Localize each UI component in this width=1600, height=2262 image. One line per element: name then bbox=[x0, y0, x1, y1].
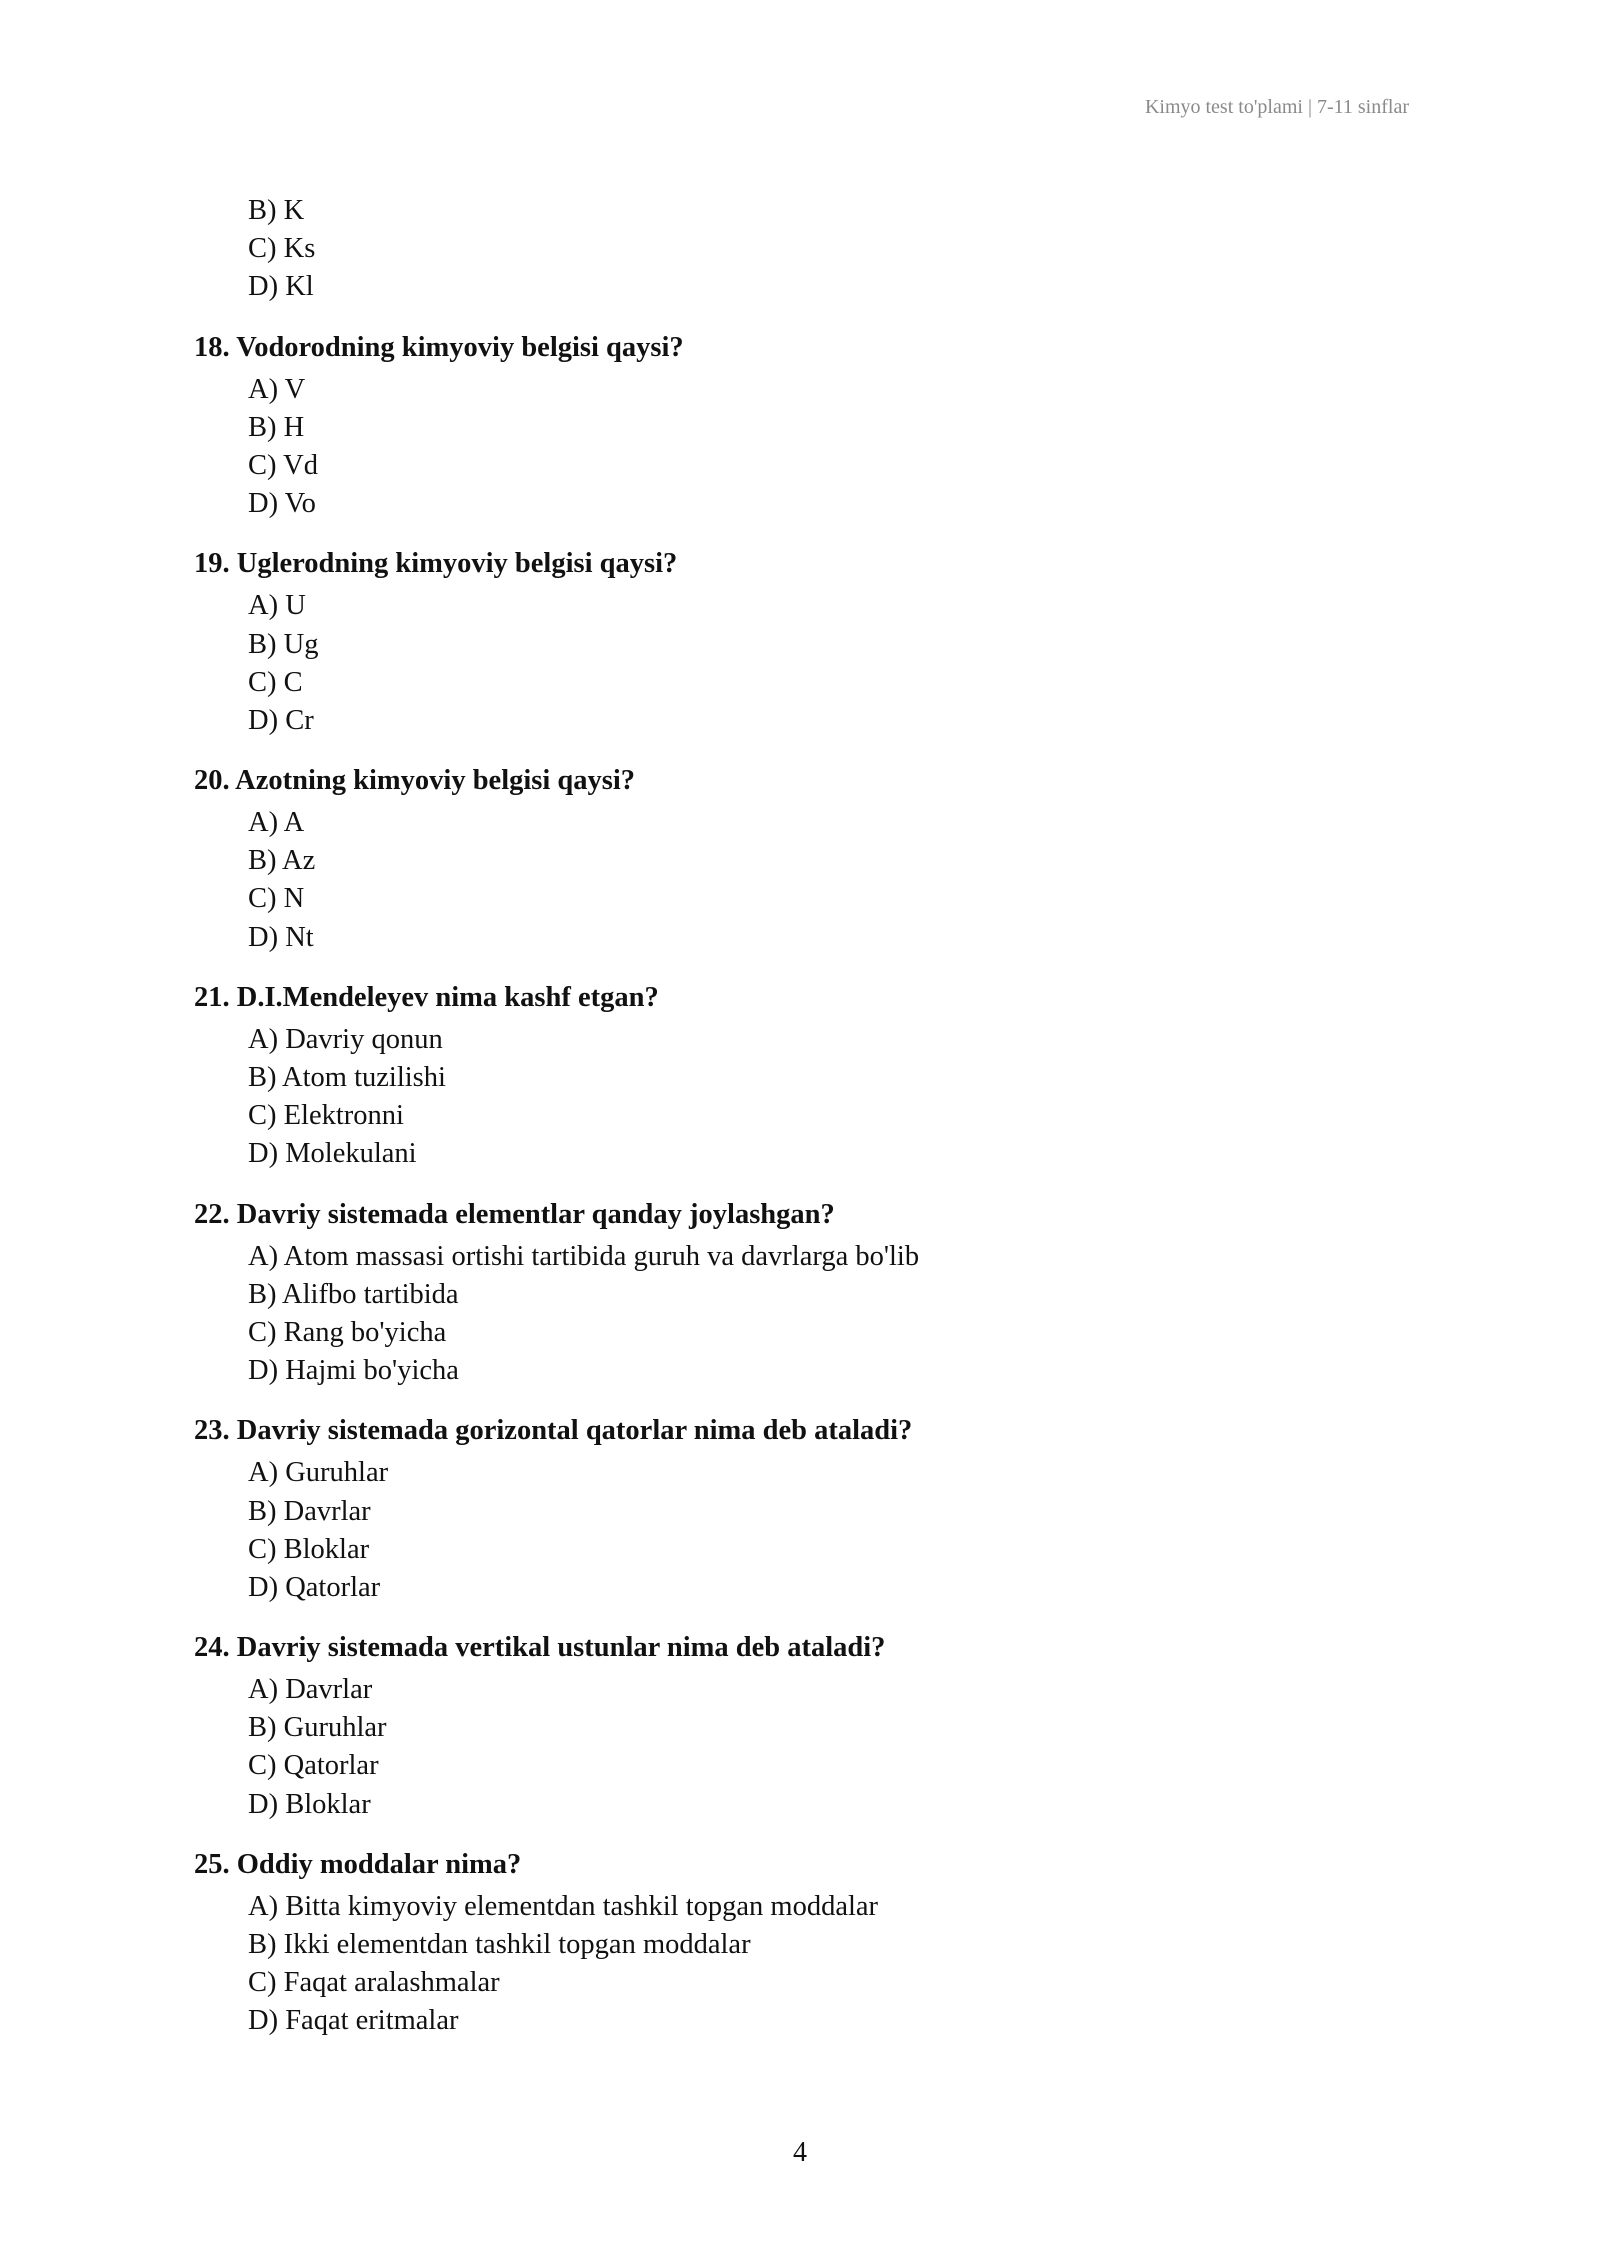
option: B) Az bbox=[248, 845, 316, 877]
option: B) Guruhlar bbox=[248, 1712, 387, 1744]
option: B) Alifbo tartibida bbox=[248, 1278, 459, 1310]
option: D) Bloklar bbox=[248, 1788, 371, 1820]
option: C) N bbox=[248, 883, 305, 915]
document-body bbox=[194, 192, 1404, 2041]
option: A) Davriy qonun bbox=[248, 1023, 443, 1055]
option: C) Faqat aralashmalar bbox=[248, 1967, 500, 1999]
option: B) Ikki elementdan tashkil topgan moddalar bbox=[248, 1929, 751, 1960]
option: D) Kl bbox=[248, 271, 314, 303]
option: C) Vd bbox=[248, 449, 318, 481]
option: A) Atom massasi ortishi tartibida guruh va davrlarga bo'lib bbox=[248, 1240, 920, 1272]
option: B) Davrlar bbox=[248, 1495, 371, 1527]
option: C) Elektronni bbox=[248, 1100, 404, 1132]
option: D) Faqat eritmalar bbox=[248, 2005, 459, 2037]
question-title: 20. Azotning kimyoviy belgisi qaysi? bbox=[194, 765, 636, 797]
option: B) K bbox=[248, 195, 305, 226]
running-header: Kimyo test to'plami | 7-11 sinflar bbox=[1144, 96, 1409, 118]
question-block bbox=[194, 329, 1404, 524]
question-title: 23. Davriy sistemada gorizontal qatorlar nima deb ataladi? bbox=[194, 1415, 913, 1447]
option: D) Molekulani bbox=[248, 1138, 417, 1170]
question-block bbox=[194, 979, 1404, 1174]
question-block bbox=[194, 1412, 1404, 1607]
question-block bbox=[194, 1629, 1404, 1824]
option: C) Rang bo'yicha bbox=[248, 1316, 447, 1348]
option: D) Vo bbox=[248, 488, 316, 520]
option: C) Qatorlar bbox=[248, 1750, 379, 1782]
question-block bbox=[194, 545, 1404, 740]
option: B) H bbox=[248, 411, 305, 443]
option: D) Cr bbox=[248, 704, 314, 736]
option: C) Ks bbox=[248, 233, 316, 265]
option: A) Davrlar bbox=[248, 1674, 373, 1706]
question-title: 21. D.I.Mendeleyev nima kashf etgan? bbox=[194, 981, 659, 1013]
continued-options bbox=[194, 192, 1404, 307]
option: D) Hajmi bo'yicha bbox=[248, 1355, 459, 1387]
question-title: 22. Davriy sistemada elementlar qanday joylashgan? bbox=[194, 1198, 835, 1230]
question-block bbox=[194, 1846, 1404, 2041]
option: B) Atom tuzilishi bbox=[248, 1062, 446, 1093]
question-title: 24. Davriy sistemada vertikal ustunlar nima deb ataladi? bbox=[194, 1632, 886, 1664]
option: B) Ug bbox=[248, 628, 319, 660]
option: A) U bbox=[248, 590, 306, 622]
option: D) Nt bbox=[248, 921, 314, 953]
option: D) Qatorlar bbox=[248, 1571, 381, 1603]
option: C) Bloklar bbox=[248, 1533, 370, 1565]
question-title: 18. Vodorodning kimyoviy belgisi qaysi? bbox=[194, 331, 684, 363]
option: A) V bbox=[248, 373, 306, 405]
question-title: 19. Uglerodning kimyoviy belgisi qaysi? bbox=[194, 548, 678, 580]
page-number: 4 bbox=[793, 2137, 807, 2168]
question-block bbox=[194, 1196, 1404, 1391]
option: A) Guruhlar bbox=[248, 1457, 389, 1489]
question-title: 25. Oddiy moddalar nima? bbox=[194, 1848, 522, 1880]
option: A) Bitta kimyoviy elementdan tashkil topgan moddalar bbox=[248, 1890, 879, 1922]
option: C) C bbox=[248, 666, 303, 698]
question-block bbox=[194, 762, 1404, 957]
option: A) A bbox=[248, 807, 305, 839]
